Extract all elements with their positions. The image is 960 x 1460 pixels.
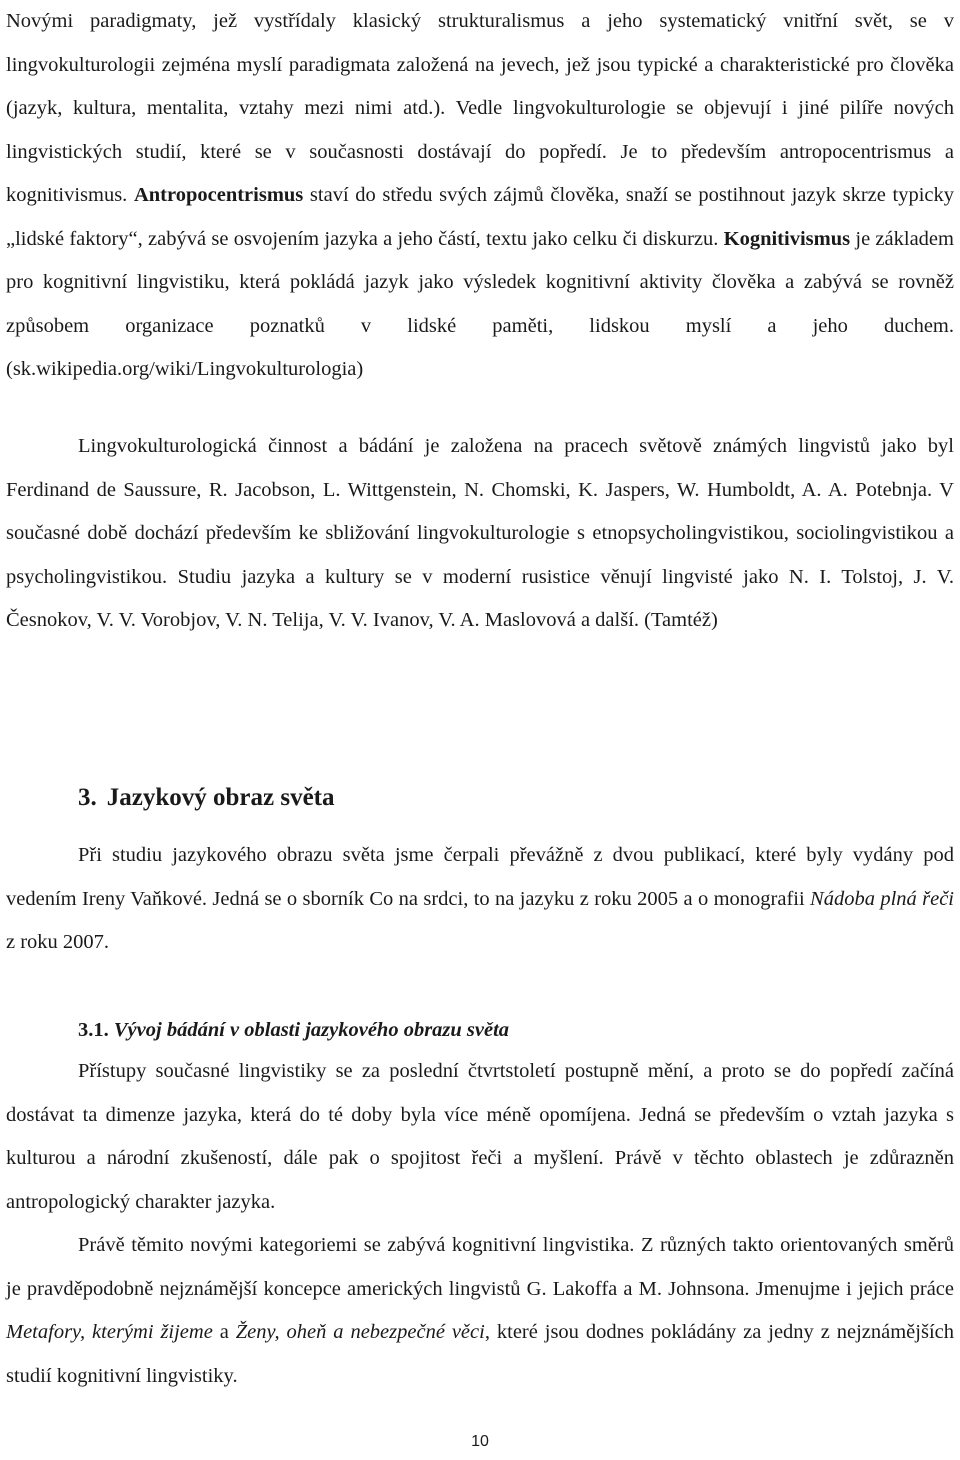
paragraph-sentence: , které jsou dodnes pokládány za jedny z nejznámějších studií kognitivní lingvistiky. — [6, 1321, 954, 1387]
paragraph-sentence: z roku 2007. — [6, 931, 110, 953]
section-title: Jazykový obraz světa — [106, 784, 335, 811]
paragraph-sentence: a — [212, 1321, 236, 1343]
paragraph-approaches — [6, 1050, 954, 1224]
paragraph-text: Lingvokulturologická činnost a bádání je založena na pracech světově známých lingvistů jako byl Ferdinand de Saussure, R. Jacobson, L. Wittgenstein, N. Chomski, K. Jaspers, W. Humboldt, A. A. Potebnja. V současné době dochází především ke sbližování lingvokulturologie s etnopsycholingvistikou, sociolingvistikou a psycholingvistikou. Studiu jazyka a kultury se v moderní rusistice věnují lingvisté jako N. I. Tolstoj, J. V. Česnokov, V. V. Vorobjov, V. N. Telija, V. V. Ivanov, V. A. Maslovová a další. (Tamtéž) — [6, 435, 954, 631]
paragraph-sentence: Novými paradigmaty, jež vystřídaly klasický strukturalismus a jeho systematický vnitřní svět, se v lingvokulturologii zejména myslí paradigmata založená na jevech, jež jsou typické a charakteristické pro člověka (jazyk, kultura, mentalita, vztahy mezi nimi atd.). Vedle lingvokulturologie se objevují i jiné pilíře nových lingvistických studií, které se v současnosti dostávají do popředí. Je to především antropocentrismus a kognitivismus. — [6, 10, 954, 206]
term-antropocentrismus: Antropocentrismus — [133, 184, 304, 206]
paragraph-sentence: Při studiu jazykového obrazu světa jsme čerpali převážně z dvou publikací, které byly vydány pod vedením Ireny Vaňkové. Jedná se o sborník Co na srdci, to na jazyku z roku 2005 a o monografii — [6, 844, 954, 910]
section-title: Vývoj bádání v oblasti jazykového obrazu světa — [113, 1019, 510, 1041]
paragraph-sentence: staví do středu svých zájmů člověka, snaží se postihnout jazyk skrze typicky „lidské faktory“, zabývá se osvojením jazyka a jeho částí, textu jako celku či diskurzu. — [6, 184, 954, 250]
section-number: 3. — [78, 784, 97, 811]
paragraph-text — [6, 834, 954, 965]
book-title: Ženy, oheň a nebezpečné věci — [235, 1321, 485, 1343]
term-kognitivismus: Kognitivismus — [723, 227, 851, 250]
paragraph-paradigms — [6, 0, 954, 392]
section-heading-3 — [78, 778, 335, 818]
paragraph-text — [6, 1224, 954, 1398]
book-title: Metafory, kterými žijeme — [6, 1321, 213, 1343]
paragraph-cognitive — [6, 1224, 954, 1398]
section-number: 3.1. — [78, 1019, 109, 1041]
paragraph-text — [6, 0, 954, 392]
section-heading-3-1 — [78, 1010, 509, 1050]
paragraph-linguists — [6, 425, 954, 643]
paragraph-text: Přístupy současné lingvistiky se za poslední čtvrtstoletí postupně mění, a proto se do popředí začíná dostávat ta dimenze jazyka, která do té doby byla více méně opomíjena. Jedná se především o vztah jazyka s kulturou a národní zkušeností, dále pak o spojitost řeči a myšlení. Právě v těchto oblastech je zdůrazněn antropologický charakter jazyka. — [6, 1060, 954, 1213]
book-title: Nádoba plná řeči — [810, 887, 954, 910]
paragraph-sentence: je základem pro kognitivní lingvistiku, která pokládá jazyk jako výsledek kognitivní aktivity člověka a zabývá se rovněž způsobem organizace poznatků v lidské paměti, lidskou myslí a jeho duchem. (sk.wikipedia.org/wiki/Lingvokulturologia) — [6, 227, 954, 380]
paragraph-sentence: Právě těmito novými kategoriemi se zabývá kognitivní lingvistika. Z různých takto orientovaných směrů je pravděpodobně nejznámější koncepce amerických lingvistů G. Lakoffa a M. Johnsona. Jmenujme i jejich práce — [6, 1234, 954, 1300]
paragraph-sources — [6, 834, 954, 965]
page-number: 10 — [471, 1433, 489, 1450]
